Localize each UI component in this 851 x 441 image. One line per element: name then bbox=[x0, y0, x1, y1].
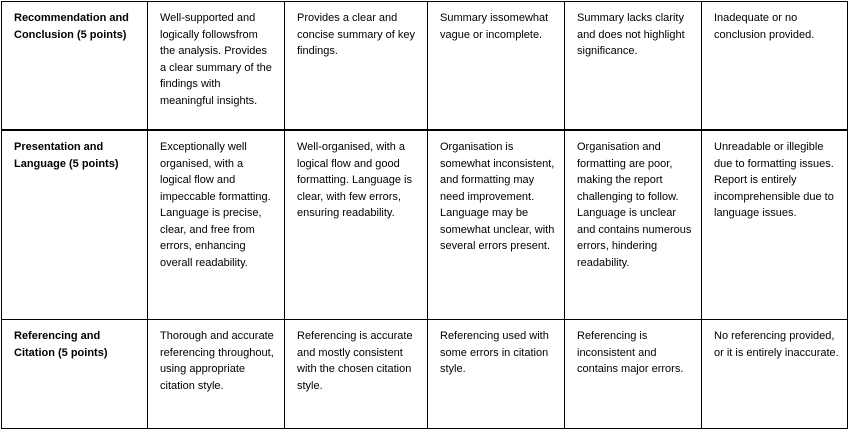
table-cell: Provides a clear and concise summary of key findings. bbox=[285, 2, 428, 131]
table-row bbox=[2, 130, 848, 320]
table-cell: Summary lacks clarity and does not highlight significance. bbox=[565, 2, 702, 131]
criterion-cell: Referencing and Citation (5 points) bbox=[2, 320, 148, 429]
rubric-table bbox=[1, 1, 848, 429]
table-cell: Summary issomewhat vague or incomplete. bbox=[428, 2, 565, 131]
table-cell: Exceptionally well organised, with a logical flow and impeccable formatting. Language is precise, clear, and free from errors, enhancing overall readability. bbox=[148, 130, 285, 320]
table-cell: Organisation and formatting are poor, making the report challenging to follow. Language is unclear and contains numerous errors, hindering readability. bbox=[565, 130, 702, 320]
table-cell: Unreadable or illegible due to formatting issues. Report is entirely incomprehensible due to language issues. bbox=[702, 130, 848, 320]
table-cell: Inadequate or no conclusion provided. bbox=[702, 2, 848, 131]
table-cell: Referencing used with some errors in citation style. bbox=[428, 320, 565, 429]
table-cell: Thorough and accurate referencing throughout, using appropriate citation style. bbox=[148, 320, 285, 429]
table-cell: Referencing is accurate and mostly consistent with the chosen citation style. bbox=[285, 320, 428, 429]
table-cell: Well-supported and logically followsfrom the analysis. Provides a clear summary of the findings with meaningful insights. bbox=[148, 2, 285, 131]
table-cell: Well-organised, with a logical flow and good formatting. Language is clear, with few errors, ensuring readability. bbox=[285, 130, 428, 320]
table-cell: Referencing is inconsistent and contains major errors. bbox=[565, 320, 702, 429]
table-cell: No referencing provided, or it is entirely inaccurate. bbox=[702, 320, 848, 429]
criterion-cell: Recommendation and Conclusion (5 points) bbox=[2, 2, 148, 131]
table-cell: Organisation is somewhat inconsistent, and formatting may need improvement. Language may be somewhat unclear, with several errors present. bbox=[428, 130, 565, 320]
table-row bbox=[2, 2, 848, 131]
table-row bbox=[2, 320, 848, 429]
criterion-cell: Presentation and Language (5 points) bbox=[2, 130, 148, 320]
